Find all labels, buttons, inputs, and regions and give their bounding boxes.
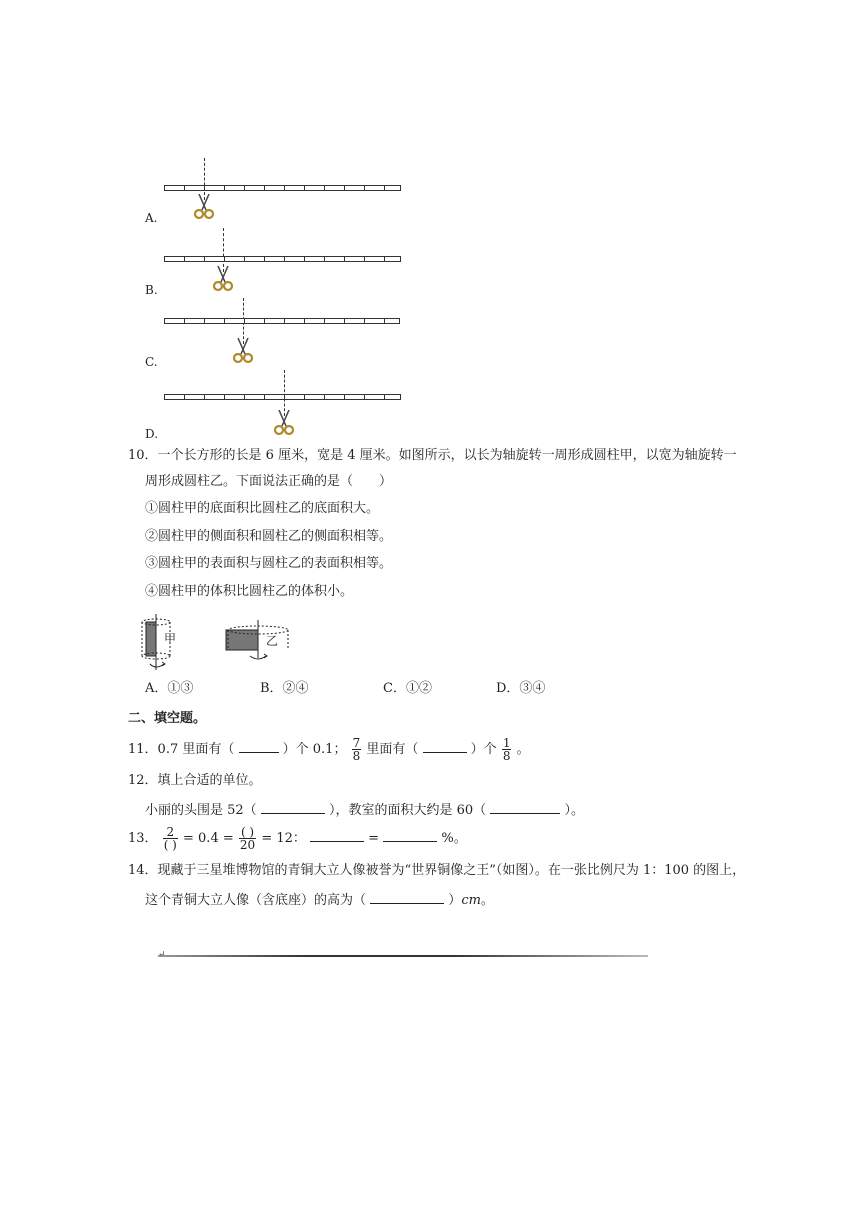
frac-denominator: 8 (502, 749, 511, 763)
q10-statement-4: ④圆柱甲的体积比圆柱乙的体积小。 (145, 584, 354, 599)
q10-choice-a[interactable]: A．①③ (145, 681, 194, 696)
q10-choice-c[interactable]: C．①② (383, 681, 432, 696)
q10-line2: 周形成圆柱乙。下面说法正确的是（ ） (145, 474, 393, 489)
q9-option-a-letter[interactable]: A. (145, 211, 158, 225)
q13 (128, 824, 467, 854)
ribbon (164, 185, 401, 191)
q12-blank-2[interactable] (490, 801, 560, 814)
q9-option-b-letter[interactable]: B. (145, 283, 158, 297)
frac-denominator: 8 (352, 749, 361, 763)
q11-prefix: 11．0.7 里面有（ (128, 742, 235, 757)
q13-blank-2[interactable] (383, 829, 437, 842)
q11-end: 。 (516, 742, 530, 757)
page-footer-rule (158, 955, 648, 957)
q10-choice-b[interactable]: B．②④ (260, 681, 309, 696)
scissors-icon (273, 410, 295, 436)
cylinder-yi-label: 乙 (266, 634, 279, 648)
scissors-icon (212, 266, 234, 292)
q13-eq1: = 0.4 = (183, 831, 234, 846)
q14-line1: 14．现藏于三星堆博物馆的青铜大立人像被誉为“世界铜像之王”（如图）。在一张比例尺为 1：100 的图上， (128, 863, 746, 878)
q13-fraction-2 (239, 826, 256, 851)
q13-fraction-1 (163, 826, 178, 851)
q11-fraction-2 (502, 737, 512, 762)
q10-line1: 10．一个长方形的长是 6 厘米，宽是 4 厘米。如图所示，以长为轴旋转一周形成圆柱甲，以宽为轴旋转一 (128, 448, 737, 463)
q12-part3: ）。 (564, 803, 584, 818)
q12-blank-1[interactable] (261, 801, 325, 814)
q12-part2: ），教室的面积大约是 60（ (328, 803, 487, 818)
frac-numerator: 1 (502, 736, 511, 750)
frac-numerator: 2 (163, 826, 178, 839)
ribbon (164, 318, 400, 324)
q11-fraction-1 (352, 737, 362, 762)
q13-blank-1[interactable] (310, 829, 364, 842)
q14-blank[interactable] (370, 891, 444, 904)
q13-eq3: = (368, 831, 380, 846)
cylinder-jia-label: 甲 (164, 632, 177, 646)
q12-title: 12．填上合适的单位。 (128, 773, 262, 788)
q14-unit: cm (461, 893, 481, 908)
q14-end: 。 (480, 893, 494, 908)
frac-numerator: 7 (352, 736, 361, 750)
q11-mid2: 里面有（ (366, 742, 419, 757)
return-mark-icon: ↵ (158, 950, 166, 960)
q14-line2a: 这个青铜大立人像（含底座）的高为（ (145, 893, 367, 908)
ribbon (164, 394, 401, 400)
cylinder-yi-figure (220, 618, 290, 668)
q9-option-d-letter[interactable]: D. (145, 427, 159, 441)
q9-option-c-letter[interactable]: C. (145, 355, 158, 369)
q14-line2b: ） (448, 893, 462, 908)
q10-choice-d[interactable]: D．③④ (496, 681, 546, 696)
frac-denominator[interactable]: ( ) (163, 838, 177, 852)
cylinder-yi-drawing (220, 618, 290, 668)
q10-statement-2: ②圆柱甲的侧面积和圆柱乙的侧面积相等。 (145, 529, 393, 544)
q11-blank-1[interactable] (239, 740, 279, 753)
q13-eq2: = 12： (261, 831, 306, 846)
q10-statement-1: ①圆柱甲的底面积比圆柱乙的底面积大。 (145, 501, 380, 516)
q13-end: %。 (441, 831, 467, 846)
frac-numerator[interactable]: ( ) (239, 826, 256, 839)
q12-body (145, 801, 584, 819)
ribbon (164, 256, 401, 262)
q11-mid1: ）个 0.1； (282, 742, 347, 757)
q11 (128, 736, 530, 764)
section-2-title: 二、填空题。 (128, 711, 207, 726)
scissors-icon (232, 338, 254, 364)
cylinder-jia-figure (140, 612, 190, 674)
q12-part1: 小丽的头围是 52（ (145, 803, 257, 818)
scissors-icon (193, 194, 215, 220)
frac-denominator: 20 (239, 838, 256, 852)
q13-prefix: 13． (128, 831, 158, 846)
q11-mid3: ）个 (470, 742, 497, 757)
q10-statement-3: ③圆柱甲的表面积与圆柱乙的表面积相等。 (145, 556, 393, 571)
q14-line2 (145, 891, 494, 909)
q11-blank-2[interactable] (423, 740, 467, 753)
